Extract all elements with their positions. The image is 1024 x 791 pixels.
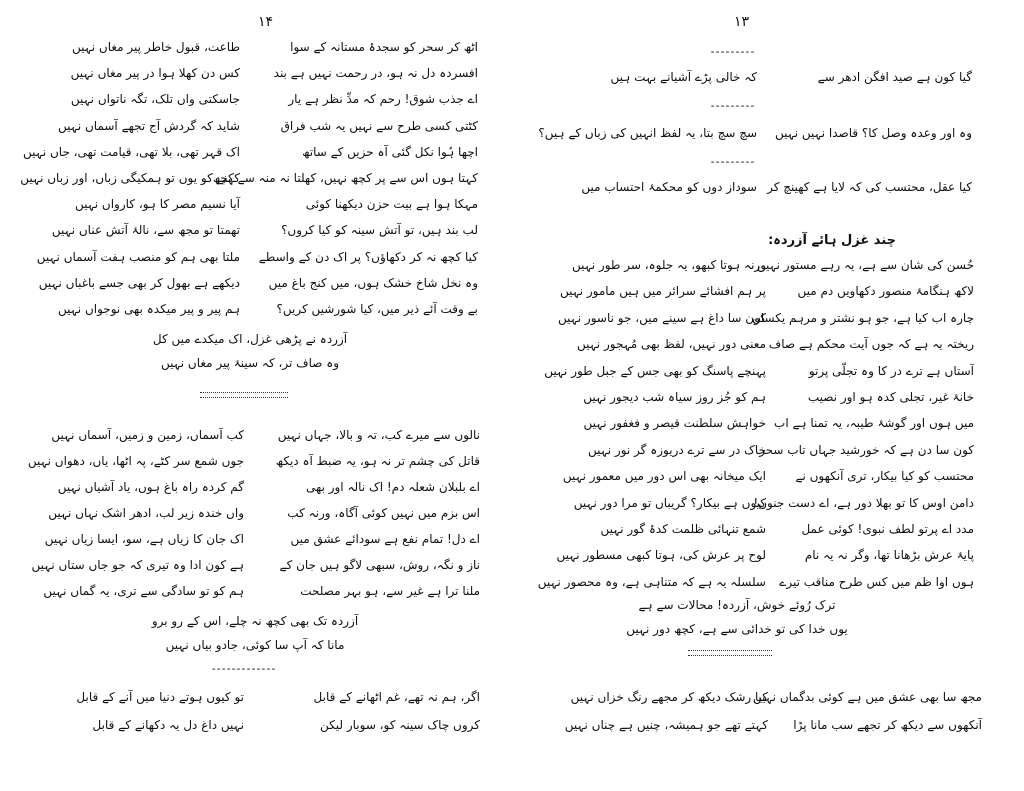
couplet — [512, 337, 1024, 351]
couplet — [0, 66, 512, 80]
misra-first: مجھ سا بھی عشق میں ہے کوئی بدگماں نہیں — [752, 690, 982, 704]
misra-first: خانۂ غیر، تجلی کدہ ہو اور نصیب — [807, 390, 974, 404]
couplet — [512, 258, 1024, 272]
misra-second: شمع تنہائی ظلمت کدۂ گور نہیں — [600, 522, 766, 536]
misra-second: واں خندہ زیر لب، ادھر اشک نہاں نہیں — [48, 506, 244, 520]
misra-second: پہنچے پاسنگ کو بھی جس کے جبل طور نہیں — [544, 363, 766, 378]
couplet — [0, 558, 512, 572]
misra-second: طاعت، قبول خاطر پیر مغاں نہیں — [71, 40, 240, 54]
misra-second: کہ خالی پڑے آشیانے بہت ہیں — [610, 70, 757, 84]
misra-second: کہتے تھے جو ہمیشہ، چنیں ہے چناں نہیں — [564, 718, 768, 732]
couplet — [0, 584, 512, 598]
maqta-line: آزردہ تک بھی کچھ نہ چلے، اس کے رو برو — [151, 614, 359, 628]
misra-second: کیوں ہے بیکار؟ گریباں تو مرا دور نہیں — [573, 495, 766, 510]
misra-first: کروں چاک سینہ کو، سوبار لیکن — [319, 718, 480, 732]
misra-second: پر ہم افشائے سرائر میں ہیں مامور نہیں — [559, 284, 766, 299]
misra-first: لاکھ ہنگامۂ منصور دکھاویں دم میں — [797, 284, 974, 299]
misra-first: اس بزم میں نہیں کوئی آگاہ، ورنہ کب — [287, 506, 480, 520]
misra-first: لب بند ہیں، تو آتش سینہ کو کیا کروں؟ — [281, 223, 478, 238]
misra-second: ہے کون ادا وہ تیری کہ جو جاں ستاں نہیں — [31, 558, 244, 572]
misra-first: آنکھوں سے دیکھ کر تجھے سب مانا پڑا — [793, 718, 982, 732]
misra-first: ناز و نگہ، روش، سبھی لاگو ہیں جان کے — [279, 558, 480, 572]
couplet — [512, 443, 1024, 457]
misra-second: آیا نسیم مصر کا ہو، کارواں نہیں — [74, 197, 240, 212]
right-page — [512, 0, 1024, 791]
misra-first: وہ نخل شاخ خشک ہوں، میں کنج باغ میں — [268, 275, 478, 290]
couplet — [0, 223, 512, 237]
misra-second: لوح پر عرش کی، ہوتا کبھی مسطور نہیں — [556, 548, 766, 563]
couplet — [0, 480, 512, 494]
dash-separator: --------- — [710, 99, 756, 112]
misra-first: اٹھ کر سحر کو سجدۂ مستانہ کے سوا — [290, 40, 478, 54]
couplet — [0, 718, 512, 732]
misra-second: ایک میخانہ بھی اس دور میں معمور نہیں — [562, 469, 766, 484]
misra-first: کون سا دن ہے کہ خورشید جہاں تاب سحر — [759, 442, 974, 457]
couplet — [0, 532, 512, 546]
misra-second: ورنہ ہوتا کبھو، یہ جلوہ، سر طور نہیں — [571, 258, 766, 272]
misra-second: اک قہر تھی، بلا تھی، قیامت تھی، جاں نہیں — [23, 144, 240, 159]
maqta-line: وہ صاف تر، کہ سینۂ پیر مغاں نہیں — [160, 356, 340, 370]
couplet — [0, 119, 512, 133]
misra-first: افسردہ دل نہ ہو، در رحمت نہیں ہے بند — [273, 66, 478, 81]
misra-first: ریختہ یہ ہے کہ جوں آیت محکم ہے صاف — [768, 337, 974, 352]
couplet — [0, 506, 512, 520]
maqta-line: آزردہ نے پڑھی غزل، اک میکدے میں کل — [152, 332, 348, 346]
misra-first: گیا کون ہے صید افگن ادھر سے — [817, 70, 972, 84]
misra-second: خواہش سلطنت قیصر و فغفور نہیں — [583, 416, 766, 431]
maqta-line: ترک رُوئے خوش، آزردہ! محالات سے ہے — [638, 598, 836, 612]
couplet — [512, 575, 1024, 589]
misra-second: کہنے کو یوں تو ہمکیگی زباں، اور زباں نہیں — [20, 171, 240, 185]
couplet — [0, 250, 512, 264]
maqta-line: مانا کہ آپ سا کوئی، جادو بیاں نہیں — [165, 638, 345, 652]
couplet — [0, 92, 512, 106]
couplet — [512, 311, 1024, 325]
misra-first: حُسن کی شان سے ہے، یہ رہے مستور نہیں — [756, 258, 974, 272]
misra-first: اے جذب شوق! رحم کہ مدِّ نظر ہے یار — [288, 92, 478, 107]
misra-second: تھمتا تو مجھ سے، نالۂ آتش عناں نہیں — [51, 223, 240, 238]
page-number: ۱۳ — [734, 14, 750, 30]
misra-second: تو کیوں ہوتے دنیا میں آنے کے قابل — [76, 690, 244, 704]
dash-separator: ------------- — [211, 662, 277, 675]
couplet — [512, 364, 1024, 378]
misra-second: کس دن کھلا ہوا در پیر مغاں نہیں — [70, 66, 240, 81]
couplet — [0, 302, 512, 316]
misra-second: خاک در سے ترے دریوزہ گر نور نہیں — [587, 442, 766, 457]
misra-first: قاتل کی چشم تر نہ ہو، یہ ضبط آہ دیکھ — [275, 454, 480, 468]
couplet — [512, 126, 1024, 140]
couplet — [512, 469, 1024, 483]
misra-second: کیا رشک دیکھ کر مجھے رنگ خزاں نہیں — [570, 690, 768, 704]
misra-first: کیا عقل، محتسب کی کہ لایا ہے کھینچ کر — [767, 180, 972, 194]
couplet — [512, 416, 1024, 430]
misra-first: پایۂ عرش بڑھانا تھا، وگر نہ یہ نام — [804, 548, 974, 563]
dash-separator: --------- — [710, 155, 756, 168]
misra-first: کیا کچھ نہ کر دکھاؤں؟ پر اک دن کے واسطے — [258, 249, 478, 264]
misra-first: کٹتی کسی طرح سے نہیں یہ شب فراق — [280, 118, 478, 133]
dash-separator: --------- — [710, 45, 756, 58]
misra-second: ملتا بھی ہم کو منصب ہفت آسماں نہیں — [36, 249, 240, 264]
misra-second: سوداز دوں کو محکمۂ احتساب میں — [581, 180, 757, 194]
misra-second: ہم کو جُز روز سیاہ شب دیجور نہیں — [583, 390, 766, 404]
couplet — [0, 454, 512, 468]
couplet — [0, 145, 512, 159]
couplet — [512, 284, 1024, 298]
misra-first: چارہ اب کیا ہے، جو ہو نشتر و مرہم یکساں — [752, 310, 974, 325]
misra-second: ہم کو تو سادگی سے تری، یہ گماں نہیں — [43, 584, 244, 598]
misra-first: ملنا ترا ہے غیر سے، ہو بہر مصلحت — [300, 584, 480, 598]
misra-second: کب آسماں، زمین و زمیں، آسماں نہیں — [51, 428, 244, 442]
misra-second: اک جان کا زیاں ہے، سو، ایسا زیاں نہیں — [44, 532, 244, 546]
couplet — [512, 548, 1024, 562]
couplet — [512, 718, 1024, 732]
misra-second: جاسکتی واں تلک، تگہ ناتواں نہیں — [70, 92, 240, 107]
couplet — [0, 690, 512, 704]
misra-second: کون سا داغ ہے سینے میں، جو ناسور نہیں — [557, 310, 766, 325]
misra-first: دامن اوس کا تو بھلا دور ہے، اے دست جنوں! — [753, 495, 974, 510]
misra-second: نہیں داغ دل یہ دکھانے کے قابل — [92, 718, 244, 732]
misra-second: دیکھے ہے بھول کر بھی جسے باغباں نہیں — [38, 275, 240, 290]
misra-second: شاید کہ گردش آج تجھے آسماں نہیں — [58, 118, 240, 133]
misra-second: سچ سچ بتا، یہ لفظ انہیں کی زباں کے ہیں؟ — [538, 126, 757, 140]
couplet — [512, 522, 1024, 536]
misra-first: مدد اے پرتو لطف نبوی! کوئی عمل — [801, 522, 974, 536]
misra-first: ہوں اوا ظم میں کس طرح مناقب تیرے — [779, 574, 974, 589]
misra-first: مہکا ہوا ہے بیت حزن دیکھنا کوئی — [305, 197, 478, 212]
ornamental-separator — [688, 650, 772, 656]
misra-first: بے وقت آئے ذیر میں، کیا شورشیں کریں؟ — [276, 302, 478, 316]
misra-first: کہتا ہوں اس سے پر کچھ نہیں، کھلتا نہ منہ سے کچھ — [212, 171, 478, 185]
couplet — [512, 496, 1024, 510]
misra-second: گم کردہ راہ باغ ہوں، یاد آشیاں نہیں — [57, 480, 244, 494]
misra-first: اے دل! تمام نفع ہے سودائے عشق میں — [290, 532, 480, 546]
couplet — [0, 171, 512, 185]
maqta-line: یوں خدا کی تو خدائی سے ہے، کچھ دور نہیں — [626, 622, 848, 636]
misra-second: ہم پیر و پیر میکدہ بھی نوجواں نہیں — [58, 302, 240, 316]
section-title: چند غزل ہائے آزردہ: — [768, 233, 896, 248]
misra-first: وہ اور وعدہ وصل کا؟ قاصدا نہیں نہیں — [774, 126, 972, 140]
misra-first: اگر، ہم نہ تھے، غم اٹھانے کے قابل — [313, 690, 480, 704]
couplet — [512, 390, 1024, 404]
misra-second: سلسلہ یہ ہے کہ متناہی ہے، وہ محصور نہیں — [537, 574, 766, 589]
misra-first: اے بلبلان شعلہ دم! اک نالہ اور بھی — [306, 480, 480, 494]
couplet — [0, 428, 512, 442]
misra-first: محتسب کو کیا بیکار، تری آنکھوں نے — [795, 469, 974, 484]
misra-first: میں ہوں اور گوشۂ طیبہ، یہ تمنا ہے اب — [774, 416, 974, 431]
couplet — [0, 40, 512, 54]
misra-second: معنی دور نہیں، لفظ بھی مُہجور نہیں — [577, 337, 766, 352]
couplet — [512, 180, 1024, 194]
ornamental-separator — [200, 392, 288, 398]
couplet — [0, 276, 512, 290]
couplet — [512, 690, 1024, 704]
misra-second: جوں شمع سر کٹے، پہ اٹھا، یاں، دھواں نہیں — [27, 454, 244, 468]
couplet — [512, 70, 1024, 84]
couplet — [0, 197, 512, 211]
misra-first: نالوں سے میرے کب، تہ و بالا، جہاں نہیں — [277, 428, 480, 442]
page-number: ۱۴ — [258, 14, 274, 30]
misra-first: اچھا ہُوا نکل گئی آہ حزیں کے ساتھ — [302, 144, 478, 159]
misra-first: آستاں ہے ترے در کا وہ تجلّی پرتو — [808, 363, 974, 378]
